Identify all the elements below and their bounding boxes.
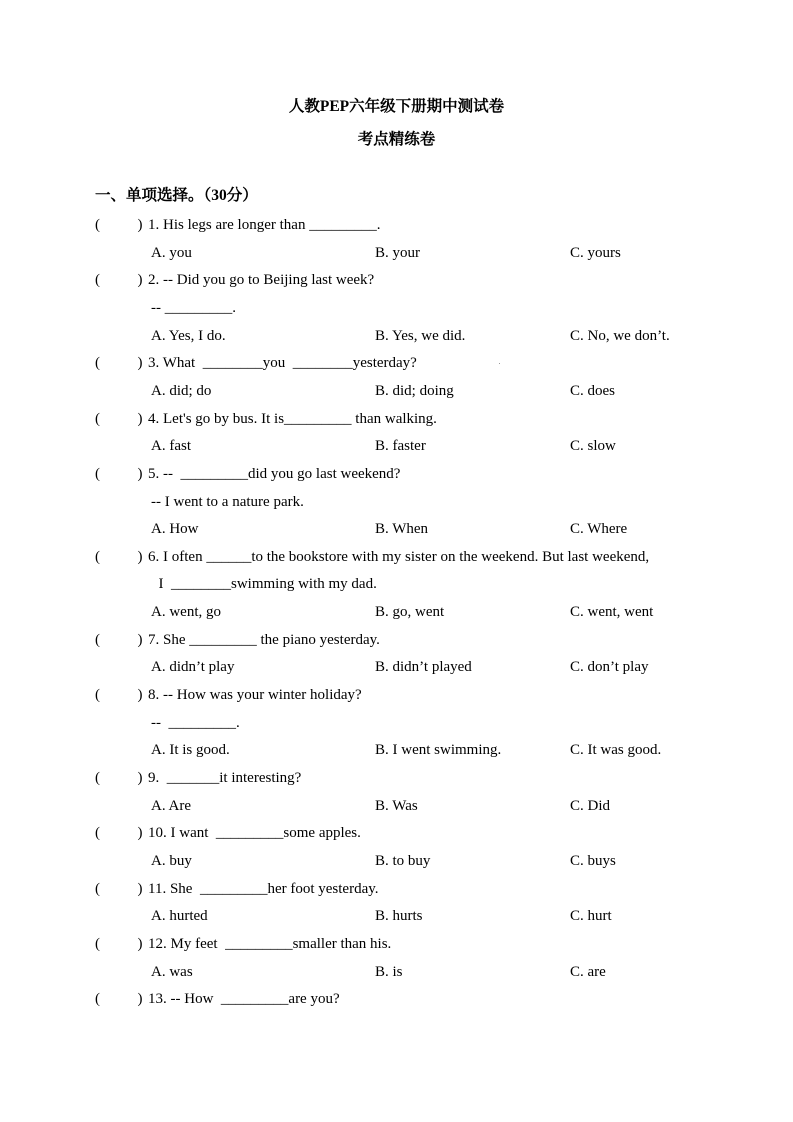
question-text: 10. I want _________some apples. bbox=[148, 825, 361, 842]
option-c[interactable]: C. Where bbox=[570, 521, 628, 538]
question-text: 3. What ________you ________yesterday? bbox=[148, 355, 417, 372]
answer-bracket[interactable]: ( ) bbox=[95, 687, 143, 704]
question-text: 1. His legs are longer than _________. bbox=[148, 217, 381, 233]
question-text: 13. -- How _________are you? bbox=[148, 991, 340, 1008]
option-a[interactable]: A. Yes, I do. bbox=[151, 327, 226, 344]
option-a[interactable]: A. How bbox=[151, 521, 199, 538]
answer-bracket[interactable]: ( ) bbox=[95, 217, 143, 233]
answer-bracket[interactable]: ( ) bbox=[95, 935, 143, 952]
answer-bracket[interactable]: ( ) bbox=[95, 825, 143, 842]
question-text: 7. She _________ the piano yesterday. bbox=[148, 631, 380, 648]
option-a[interactable]: A. buy bbox=[151, 852, 192, 869]
option-b[interactable]: B. did; doing bbox=[375, 382, 454, 399]
option-c[interactable]: C. It was good. bbox=[570, 742, 662, 759]
option-c[interactable]: C. slow bbox=[570, 438, 616, 455]
option-a[interactable]: A. didn’t play bbox=[151, 659, 235, 676]
question-continuation: -- _________. bbox=[151, 299, 236, 316]
answer-bracket[interactable]: ( ) bbox=[95, 410, 143, 427]
option-b[interactable]: B. hurts bbox=[375, 908, 423, 925]
page-title: 人教PEP六年级下册期中测试卷 bbox=[288, 98, 505, 115]
question-text: 2. -- Did you go to Beijing last week? bbox=[148, 272, 375, 289]
question-text: 9. _______it interesting? bbox=[148, 770, 302, 786]
option-b[interactable]: B. faster bbox=[375, 438, 426, 455]
option-c[interactable]: C. hurt bbox=[570, 908, 612, 925]
answer-bracket[interactable]: ( ) bbox=[95, 548, 143, 565]
option-b[interactable]: B. to buy bbox=[375, 852, 431, 869]
stray-mark bbox=[499, 363, 500, 364]
option-c[interactable]: C. are bbox=[570, 963, 606, 980]
option-a[interactable]: A. was bbox=[151, 963, 193, 980]
option-b[interactable]: B. I went swimming. bbox=[375, 742, 502, 759]
option-c[interactable]: C. buys bbox=[570, 852, 616, 869]
answer-bracket[interactable]: ( ) bbox=[95, 631, 143, 648]
option-c[interactable]: C. No, we don’t. bbox=[570, 327, 670, 344]
option-b[interactable]: B. go, went bbox=[375, 604, 445, 621]
option-a[interactable]: A. did; do bbox=[151, 382, 212, 399]
question-text: 8. -- How was your winter holiday? bbox=[148, 687, 362, 704]
answer-bracket[interactable]: ( ) bbox=[95, 770, 143, 786]
option-b[interactable]: B. When bbox=[375, 521, 429, 538]
option-a[interactable]: A. Are bbox=[151, 797, 191, 814]
option-c[interactable]: C. don’t play bbox=[570, 659, 649, 676]
answer-bracket[interactable]: ( ) bbox=[95, 272, 143, 289]
option-c[interactable]: C. does bbox=[570, 382, 615, 399]
question-continuation: -- _________. bbox=[151, 714, 240, 731]
question-text: 4. Let's go by bus. It is_________ than walking. bbox=[148, 410, 437, 427]
question-text: 5. -- _________did you go last weekend? bbox=[148, 465, 401, 482]
answer-bracket[interactable]: ( ) bbox=[95, 355, 143, 372]
option-a[interactable]: A. hurted bbox=[151, 908, 208, 925]
option-a[interactable]: A. you bbox=[151, 244, 192, 261]
answer-bracket[interactable]: ( ) bbox=[95, 991, 143, 1008]
option-c[interactable]: C. Did bbox=[570, 797, 611, 814]
page-subtitle: 考点精练卷 bbox=[357, 131, 436, 148]
option-b[interactable]: B. Was bbox=[375, 797, 418, 814]
option-c[interactable]: C. went, went bbox=[570, 604, 654, 621]
option-a[interactable]: A. fast bbox=[151, 438, 191, 455]
question-text: 12. My feet _________smaller than his. bbox=[148, 935, 392, 952]
section-heading: 一、单项选择。（30分） bbox=[95, 187, 258, 204]
option-b[interactable]: B. is bbox=[375, 963, 403, 980]
option-b[interactable]: B. Yes, we did. bbox=[375, 327, 466, 344]
question-text: 6. I often ______to the bookstore with my sister on the weekend. But last weekend, bbox=[148, 548, 650, 565]
option-b[interactable]: B. your bbox=[375, 244, 420, 261]
question-continuation: -- I went to a nature park. bbox=[151, 493, 304, 510]
answer-bracket[interactable]: ( ) bbox=[95, 465, 143, 482]
option-c[interactable]: C. yours bbox=[570, 244, 621, 261]
option-a[interactable]: A. went, go bbox=[151, 604, 221, 621]
question-text: 11. She _________her foot yesterday. bbox=[148, 880, 379, 897]
option-a[interactable]: A. It is good. bbox=[151, 742, 230, 759]
answer-bracket[interactable]: ( ) bbox=[95, 880, 143, 897]
option-b[interactable]: B. didn’t played bbox=[375, 659, 472, 676]
question-continuation: I ________swimming with my dad. bbox=[151, 576, 377, 593]
